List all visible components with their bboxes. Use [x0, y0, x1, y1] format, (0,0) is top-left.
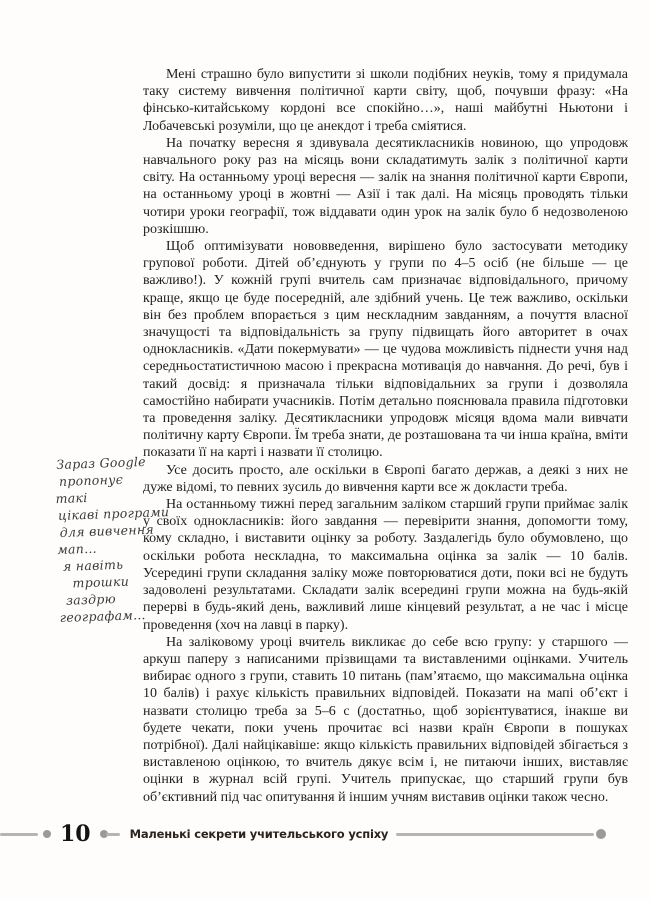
margin-note-line: Зараз Google — [56, 453, 147, 473]
paragraph: Усе досить просто, але оскільки в Європі багато держав, а деякі з них не дуже відомі, то певних зусиль до вивчення карти все ж докласти треба. — [143, 462, 628, 495]
paragraph: На початку вересня я здивувала десятикласників новиною, що упродовж навчального року раз на місяць вони складатимуть залік з політичної карти світу. На останньому уроці вересня — залік на знання політичної карти Європи, на останньому уроці в жовтні — Азії і так далі. На місяць проводять тільки чотири уроки географії, тож віддавати один урок на залік було б недозволеною розкішшю. — [143, 135, 628, 237]
margin-note-line: пропонує — [58, 471, 124, 489]
margin-note-line: мап… — [57, 540, 98, 558]
margin-note-line: трошки — [72, 573, 130, 591]
footer-rule-mini — [106, 833, 120, 836]
footer-rule-left — [0, 833, 38, 836]
margin-note-line: цікаві програми — [57, 504, 170, 524]
margin-note-line: заздрю — [65, 591, 117, 608]
footer-dot — [596, 829, 606, 839]
margin-note-line: я навіть — [62, 556, 124, 574]
paragraph: На заліковому уроці вчитель викликає до себе всю групу: у старшого — аркуш паперу з написаними прізвищами та виставленими оцінками. Учитель вибирає одного з групи, ставить 10 питань (пам’ятаємо, що максимальна оцінка 10 балів) і рахує кількість правильних відповідей. Показати на мапі об’єкт і назвати столицю треба за 5–6 с (достатньо, щоб зорієнтуватися, інакше ви будете чекати, поки учень прочитає всі назви країн Європи в пошуках потрібної). Далі найцікавіше: якщо кількість правильних відповідей збігається з виставленою оцінкою, то вчитель дякує всім і, не питаючи інших, виставляє оцінки в журнал всій групі. Учитель припускає, що старший групи був об’єктивний під час опитування й іншим учням виставив оцінки також чесно. — [143, 634, 628, 805]
paragraph: Мені страшно було випустити зі школи подібних неуків, тому я придумала таку систему вивчення політичної карти світу, щоб, почувши фразу: «На фінсько-китайському кордоні все спокійно…», наші майбутні Ньютони і Лобачевські розуміли, що це анекдот і треба сміятися. — [143, 67, 628, 134]
page-footer — [0, 821, 650, 847]
page-number: 10 — [60, 821, 91, 847]
margin-note-line: такі — [55, 489, 88, 507]
footer-rule-right — [396, 833, 594, 836]
margin-note-line: географам… — [59, 607, 147, 626]
margin-note-line: для вивчення — [59, 521, 155, 540]
paragraph: На останньому тижні перед загальним заліком старший групи приймає залік у своїх однокласників: його завдання — перевірити знання, допомогти тому, кому складно, і виставити оцінку за роботу. Заздалегідь було обумовлено, що оскільки робота нескладна, то максимальна оцінка за залік — 10 балів. Усередині групи складання заліку може повторюватися доти, поки всі не будуть задоволені результатами. Складати залік всередині групи можна на будь-якій перерві в будь-який день, важливий лише кінцевий результат, а не час і місце проведення (хоч на лавці в парку). — [143, 497, 628, 633]
paragraph: Щоб оптимізувати нововведення, вирішено було застосувати методику групової роботи. Дітей об’єднують у групи по 4–5 осіб (не більше — це важливо!). У кожній групі вчитель сам призначає відповідального, причому краще, якщо це буде посередній, але здібний учень. Це теж важливо, оскільки він без проблем впорається з цим нескладним завданням, а почуття власної значущості та відповідальність за групу підвищать його авторитет в очах однокласників. «Дати покермувати» — це чудова можливість піднести учня над середньостатистичною масою і прекрасна мотивація до навчання. До речі, був і такий досвід: я призначала тільки відповідальних за групи і дозволяла самостійно набирати учасників. Потім детально пояснювала правила підготовки та проведення заліку. Десятикласники упродовж місяця вдома мали вивчати політичну карту Європи. Їм треба знати, де розташована та чи інша країна, вміти показати її на карті і назвати її столицю. — [143, 239, 628, 461]
page-body-text — [143, 66, 628, 806]
running-footer-title: Маленькі секрети учительського успіху — [129, 827, 389, 841]
footer-dot — [43, 830, 51, 838]
